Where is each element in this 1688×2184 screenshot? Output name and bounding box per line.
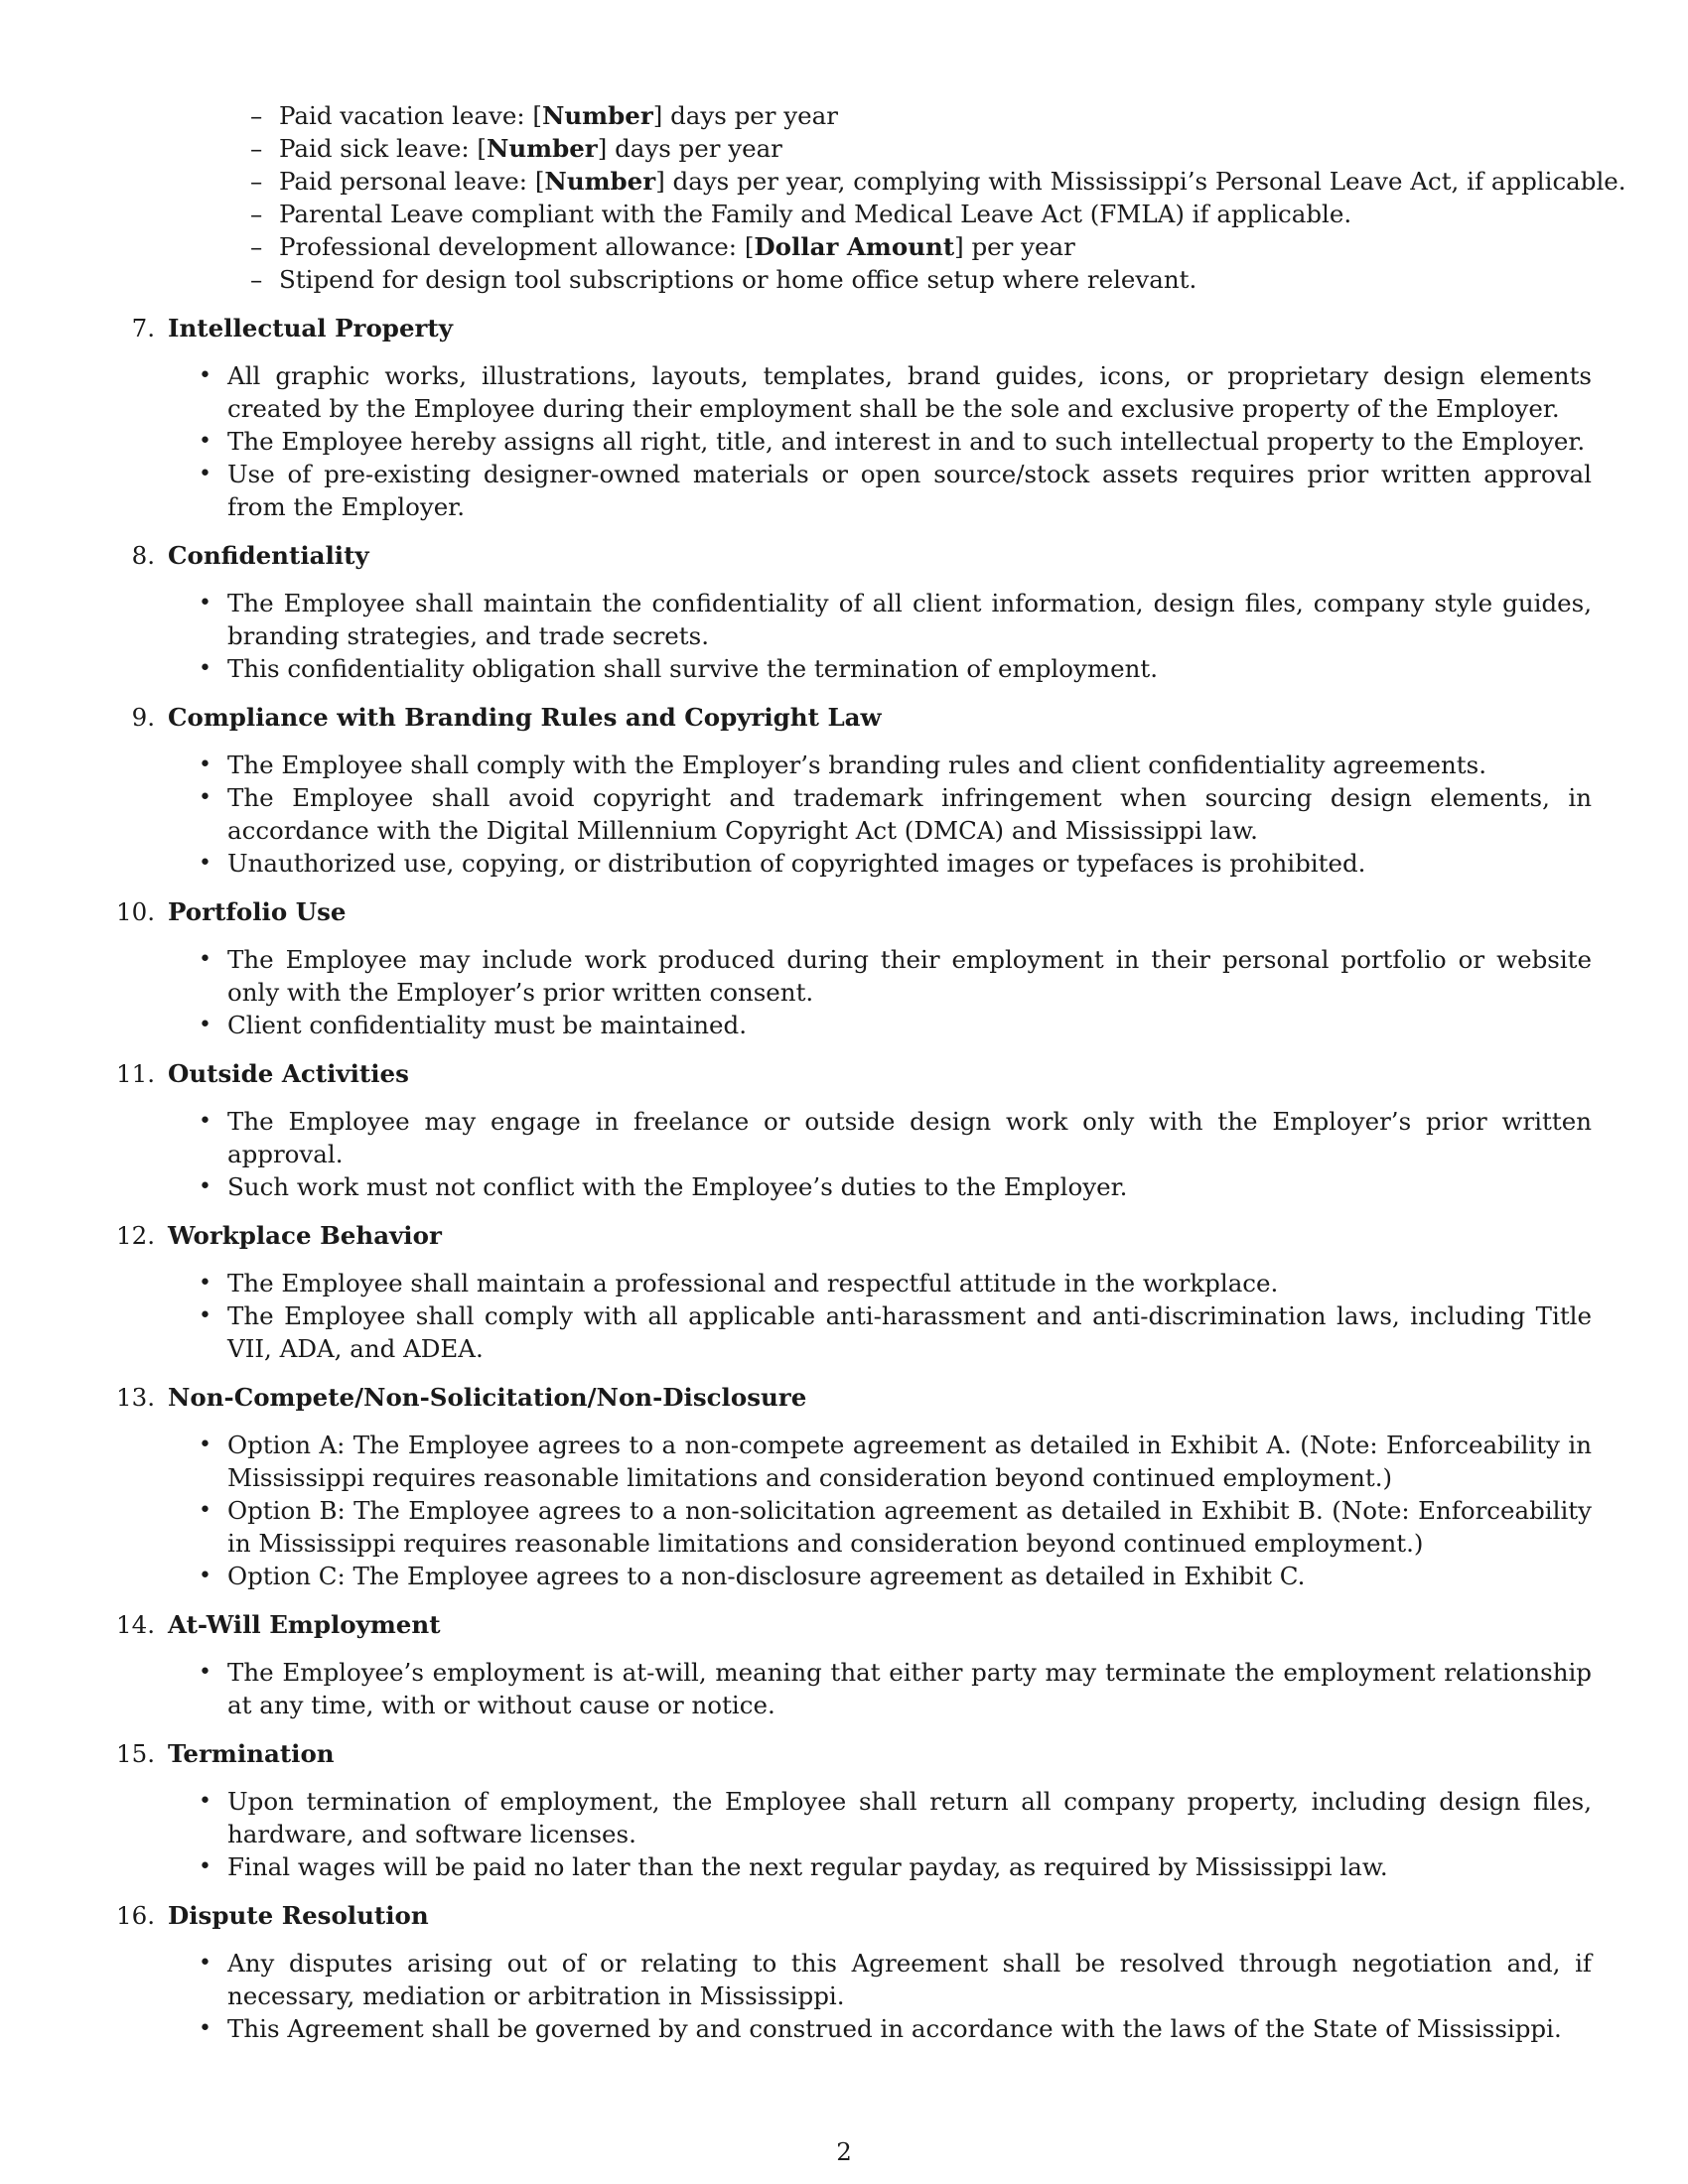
section-title: Termination [168,1739,335,1768]
section-title: Outside Activities [168,1059,409,1088]
leave-item-placeholder: Number [486,134,598,163]
section [0,539,1688,685]
leave-item-text-end: ] per year [954,232,1075,261]
bullet-item [0,847,1592,880]
section-title: Confidentiality [168,541,369,570]
bullet-marker: • [199,1013,211,1037]
leave-item-text-end: ] days per year [652,101,838,130]
bullet-text: The Employee may include work produced during their employment in their personal portfolio or website only with the Employer’s prior written consent. [227,945,1592,1007]
section-heading [0,701,1688,735]
dash-marker: – [250,232,263,261]
bullet-marker: • [199,1303,211,1328]
bullet-item [0,1560,1592,1592]
section-number: 15. [116,1739,155,1768]
bullet-marker: • [199,1109,211,1134]
bullet-marker: • [199,1498,211,1523]
section-number: 10. [116,897,155,926]
bullet-item [0,458,1592,523]
section-number: 7. [131,314,155,342]
bullet-text: Option C: The Employee agrees to a non-disclosure agreement as detailed in Exhibit C. [227,1562,1306,1590]
bullet-marker: • [199,752,211,777]
bullet-item [0,943,1592,1009]
bullet-text: Unauthorized use, copying, or distribution of copyrighted images or typefaces is prohibited. [227,849,1366,878]
dash-marker: – [250,265,263,294]
bullet-marker: • [199,429,211,454]
dash-marker: – [250,101,263,130]
leave-item-text-end: ] days per year, complying with Mississippi’s Personal Leave Act, if applicable. [655,167,1626,196]
bullet-marker: • [199,363,211,388]
section-heading [0,1219,1688,1253]
section-number: 13. [116,1383,155,1412]
bullet-text: Option A: The Employee agrees to a non-compete agreement as detailed in Exhibit A. (Note: Enforceability in Mississippi requires reasonable limitations and consideration beyond continued employment.) [227,1431,1592,1492]
section-title: Dispute Resolution [168,1901,429,1930]
section [0,1899,1688,2045]
bullet-item [0,1105,1592,1170]
section-title: Compliance with Branding Rules and Copyright Law [168,703,882,732]
bullet-item [0,1656,1592,1721]
section-bullets [0,1656,1688,1721]
bullet-item [0,359,1592,425]
leave-item [0,263,1688,296]
bullet-marker: • [199,1433,211,1457]
bullet-marker: • [199,947,211,972]
leave-item [0,132,1688,165]
section-number: 11. [116,1059,155,1088]
dash-marker: – [250,200,263,228]
section-title: At-Will Employment [168,1610,441,1639]
section [0,312,1688,523]
section-title: Intellectual Property [168,314,453,342]
bullet-marker: • [199,1660,211,1685]
bullet-marker: • [199,591,211,615]
dash-marker: – [250,167,263,196]
dash-marker: – [250,134,263,163]
bullet-marker: • [199,462,211,486]
leave-item-text: Paid vacation leave: [ [279,101,542,130]
section-number: 8. [131,541,155,570]
bullet-item [0,2012,1592,2045]
page-number: 2 [836,2137,852,2166]
bullet-text: This confidentiality obligation shall survive the termination of employment. [227,654,1158,683]
bullet-marker: • [199,1271,211,1296]
bullet-text: Upon termination of employment, the Employee shall return all company property, including design files, hardware, and software licenses. [227,1787,1592,1848]
section-number: 16. [116,1901,155,1930]
section-bullets [0,749,1688,880]
bullet-text: The Employee hereby assigns all right, title, and interest in and to such intellectual property to the Employer. [227,427,1586,456]
bullet-text: The Employee shall comply with all applicable anti-harassment and anti-discrimination laws, including Title VII, ADA, and ADEA. [227,1301,1592,1363]
bullet-item [0,587,1592,652]
section-title: Workplace Behavior [168,1221,442,1250]
bullet-item [0,781,1592,847]
leave-item-text: Stipend for design tool subscriptions or home office setup where relevant. [279,265,1197,294]
section-bullets [0,587,1688,685]
bullet-text: The Employee shall maintain the confidentiality of all client information, design files, company style guides, branding strategies, and trade secrets. [227,589,1592,650]
bullet-text: The Employee’s employment is at-will, meaning that either party may terminate the employment relationship at any time, with or without cause or notice. [227,1658,1592,1719]
section-number: 14. [116,1610,155,1639]
section-bullets [0,1947,1688,2045]
leave-item-text: Paid personal leave: [ [279,167,545,196]
leave-benefits-list [0,99,1688,296]
bullet-marker: • [199,851,211,876]
section-heading [0,1608,1688,1642]
bullet-text: Any disputes arising out of or relating to this Agreement shall be resolved through negotiation and, if necessary, mediation or arbitration in Mississippi. [227,1949,1592,2010]
bullet-item [0,1267,1592,1299]
section-bullets [0,1267,1688,1365]
section [0,1381,1688,1592]
bullet-text: Use of pre-existing designer-owned materials or open source/stock assets requires prior written approval from the Employer. [227,460,1592,521]
bullet-text: All graphic works, illustrations, layouts, templates, brand guides, icons, or proprietary design elements created by the Employee during their employment shall be the sole and exclusive property of the Employer. [227,361,1592,423]
leave-item [0,198,1688,230]
section-number: 12. [116,1221,155,1250]
section-bullets [0,1429,1688,1592]
section [0,895,1688,1041]
bullet-text: Option B: The Employee agrees to a non-solicitation agreement as detailed in Exhibit B. (Note: Enforceability in Mississippi requires reasonable limitations and consideration beyond continued employment.) [227,1496,1592,1558]
leave-item-text: Professional development allowance: [ [279,232,755,261]
section-heading [0,1737,1688,1771]
bullet-marker: • [199,1174,211,1199]
bullet-item [0,1170,1592,1203]
section-heading [0,1899,1688,1933]
leave-item-text: Paid sick leave: [ [279,134,487,163]
section [0,701,1688,880]
bullet-item [0,1429,1592,1494]
bullet-item [0,1850,1592,1883]
bullet-item [0,1299,1592,1365]
section-heading [0,1381,1688,1415]
section-heading [0,1057,1688,1091]
bullet-marker: • [199,1564,211,1588]
section-bullets [0,359,1688,523]
section [0,1608,1688,1721]
section-bullets [0,1785,1688,1883]
leave-item-text: Parental Leave compliant with the Family and Medical Leave Act (FMLA) if applicable. [279,200,1352,228]
bullet-marker: • [199,656,211,681]
leave-item [0,99,1688,132]
bullet-text: The Employee shall comply with the Employer’s branding rules and client confidentiality agreements. [227,751,1487,779]
bullet-item [0,652,1592,685]
leave-item-placeholder: Number [541,101,653,130]
bullet-item [0,749,1592,781]
bullet-marker: • [199,1951,211,1976]
section-number: 9. [131,703,155,732]
bullet-text: Final wages will be paid no later than the next regular payday, as required by Mississippi law. [227,1852,1388,1881]
section-heading [0,895,1688,929]
bullet-text: This Agreement shall be governed by and construed in accordance with the laws of the State of Mississippi. [227,2014,1562,2043]
leave-item-placeholder: Dollar Amount [754,232,955,261]
leave-item [0,165,1688,198]
bullet-marker: • [199,785,211,810]
bullet-text: The Employee shall maintain a professional and respectful attitude in the workplace. [227,1269,1279,1297]
bullet-text: The Employee may engage in freelance or outside design work only with the Employer’s prior written approval. [227,1107,1592,1168]
bullet-item [0,1009,1592,1041]
section [0,1219,1688,1365]
bullet-text: Client confidentiality must be maintained. [227,1011,747,1039]
bullet-marker: • [199,1854,211,1879]
section [0,1737,1688,1883]
section-bullets [0,1105,1688,1203]
section-title: Non-Compete/Non-Solicitation/Non-Disclosure [168,1383,807,1412]
bullet-marker: • [199,2016,211,2041]
leave-item [0,230,1688,263]
leave-item-text-end: ] days per year [597,134,782,163]
leave-item-placeholder: Number [544,167,656,196]
bullet-item [0,1785,1592,1850]
section [0,1057,1688,1203]
bullet-item [0,1494,1592,1560]
section-title: Portfolio Use [168,897,347,926]
bullet-text: Such work must not conflict with the Employee’s duties to the Employer. [227,1172,1128,1201]
section-heading [0,539,1688,573]
bullet-item [0,1947,1592,2012]
sections-list [0,312,1688,2061]
bullet-text: The Employee shall avoid copyright and trademark infringement when sourcing design elements, in accordance with the Digital Millennium Copyright Act (DMCA) and Mississippi law. [227,783,1592,845]
section-heading [0,312,1688,345]
bullet-marker: • [199,1789,211,1814]
bullet-item [0,425,1592,458]
section-bullets [0,943,1688,1041]
